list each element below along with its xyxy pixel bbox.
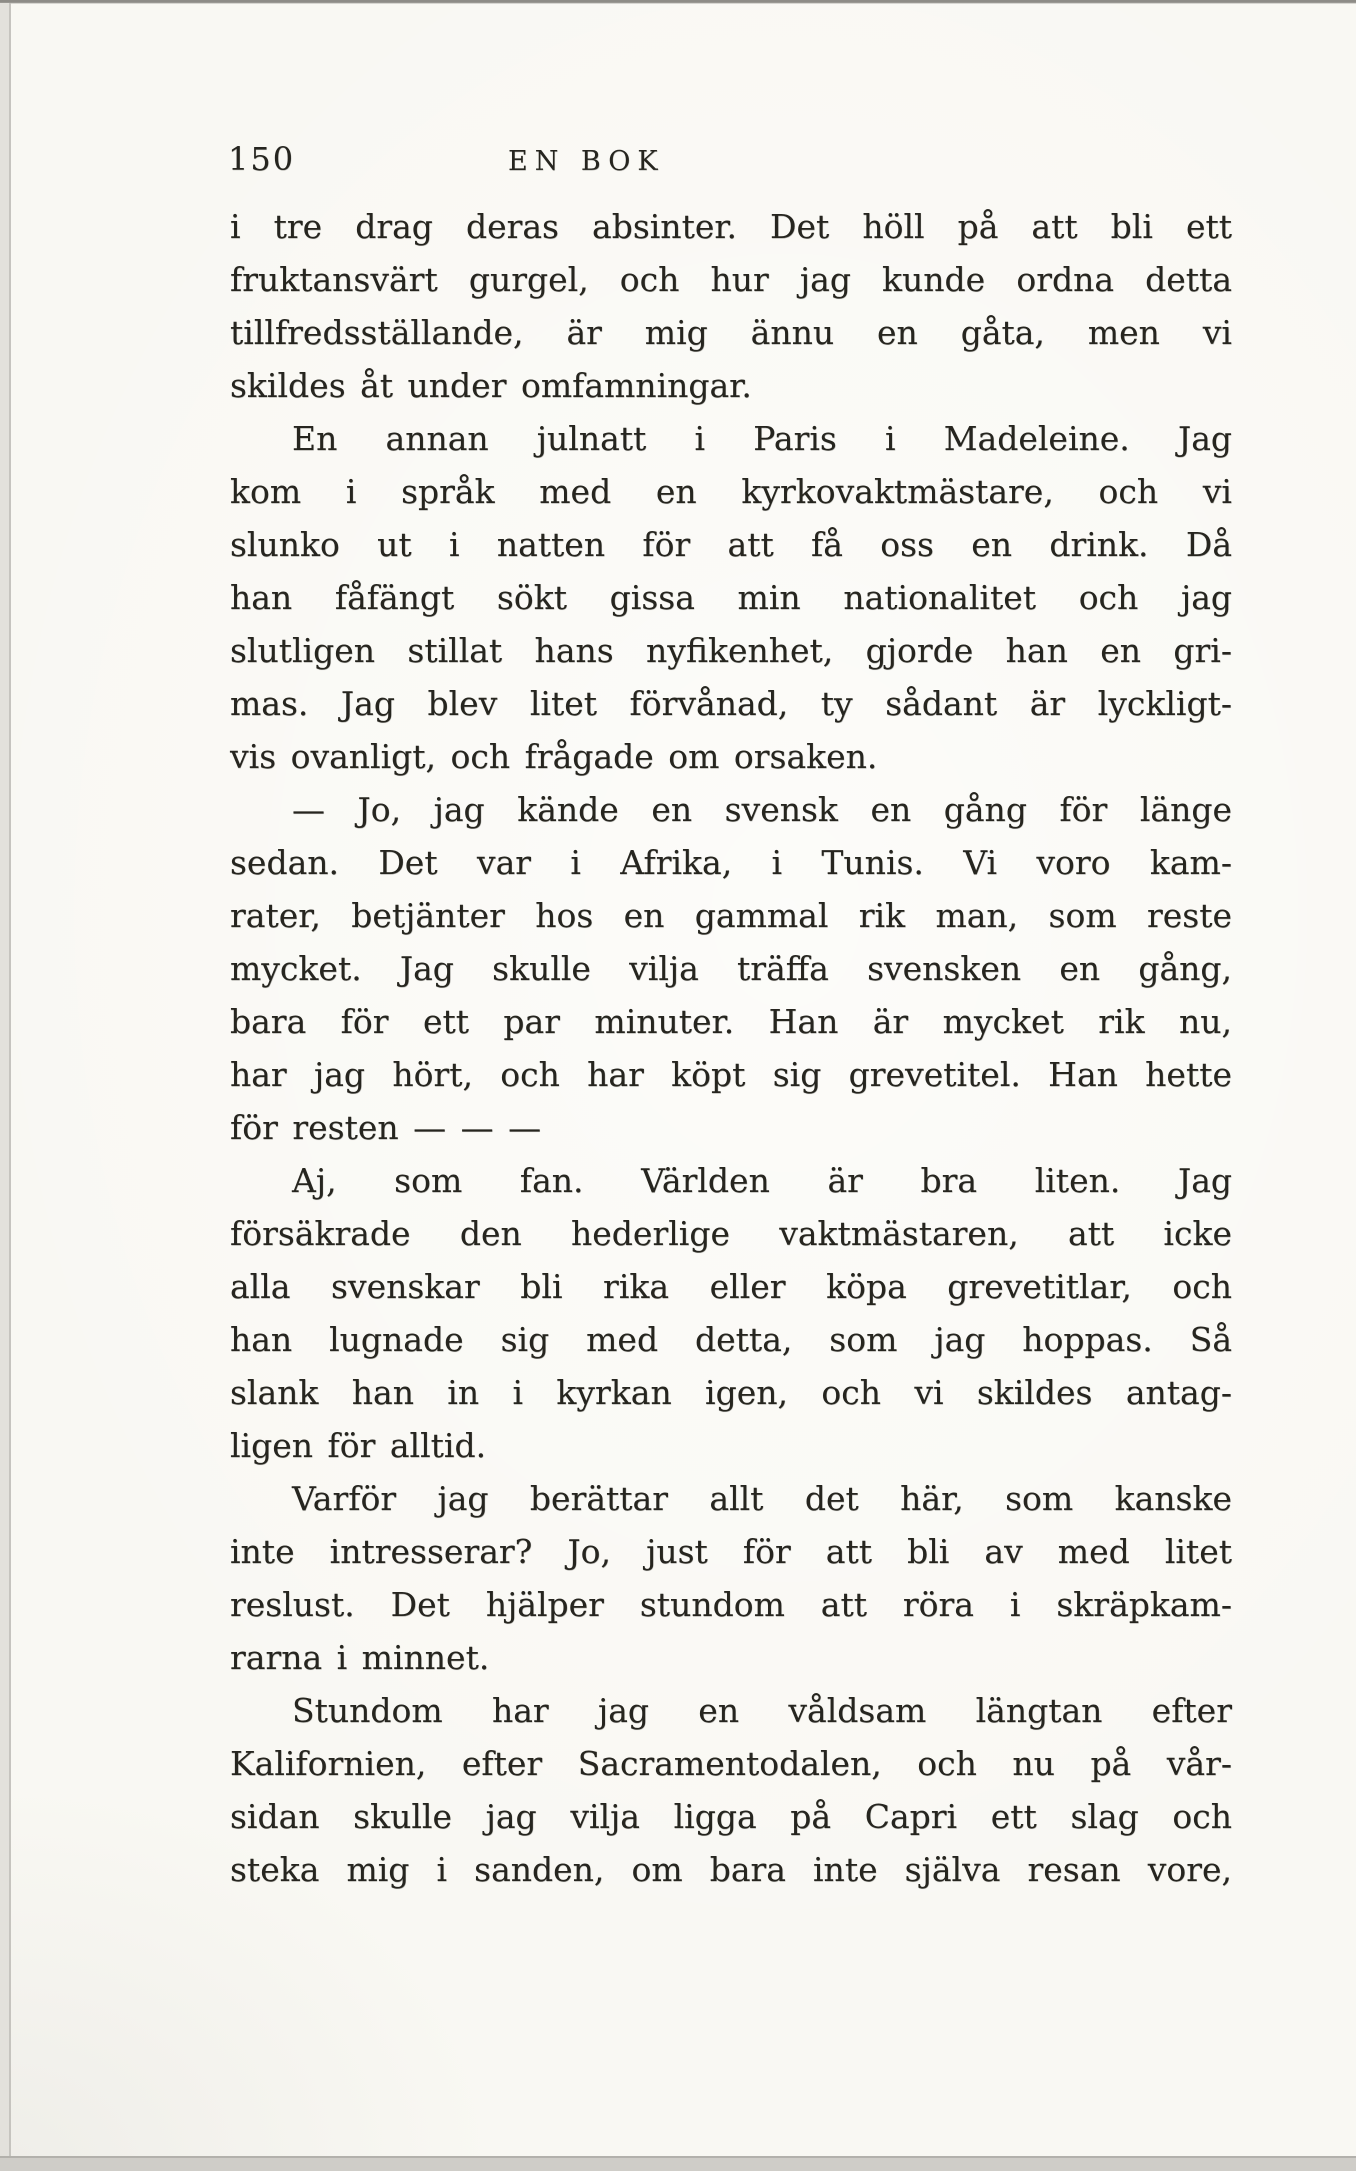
paragraph <box>230 1472 1232 1684</box>
text-line: Varför jag berättar allt det här, som kanske <box>292 1479 1232 1518</box>
text-line: slank han in i kyrkan igen, och vi skildes antag- <box>230 1373 1232 1412</box>
text-line: försäkrade den hederlige vaktmästaren, att icke <box>230 1214 1232 1253</box>
text-line: rarna i minnet. <box>230 1638 490 1677</box>
text-line: En annan julnatt i Paris i Madeleine. Jag <box>292 419 1232 458</box>
text-line: han fåfängt sökt gissa min nationalitet och jag <box>230 578 1232 617</box>
text-line: sidan skulle jag vilja ligga på Capri ett slag och <box>230 1797 1232 1836</box>
text-line: alla svenskar bli rika eller köpa grevetitlar, och <box>230 1267 1232 1306</box>
text-line: slunko ut i natten för att få oss en drink. Då <box>230 525 1232 564</box>
text-line: Kalifornien, efter Sacramentodalen, och nu på vår- <box>230 1744 1232 1783</box>
text-line: reslust. Det hjälper stundom att röra i skräpkam- <box>230 1585 1232 1624</box>
text-line: mycket. Jag skulle vilja träffa svensken en gång, <box>230 949 1232 988</box>
text-line: sedan. Det var i Afrika, i Tunis. Vi voro kam- <box>230 843 1232 882</box>
running-title: EN BOK <box>508 146 665 177</box>
text-line: Stundom har jag en våldsam längtan efter <box>292 1691 1232 1730</box>
text-line: steka mig i sanden, om bara inte själva resan vore, <box>230 1850 1232 1889</box>
text-line: mas. Jag blev litet förvånad, ty sådant är lyckligt- <box>230 684 1232 723</box>
page-bottom-edge <box>0 2156 1356 2171</box>
text-line: för resten — — — <box>230 1108 542 1147</box>
text-line: — Jo, jag kände en svensk en gång för länge <box>292 790 1232 829</box>
text-line: rater, betjänter hos en gammal rik man, som reste <box>230 896 1232 935</box>
text-line: fruktansvärt gurgel, och hur jag kunde ordna detta <box>230 260 1232 299</box>
text-line: vis ovanligt, och frågade om orsaken. <box>230 737 878 776</box>
paragraph <box>230 1154 1232 1472</box>
page-number: 150 <box>228 140 296 178</box>
page-left-edge <box>0 3 11 2171</box>
paragraph <box>230 200 1232 412</box>
text-line: har jag hört, och har köpt sig grevetitel. Han hette <box>230 1055 1232 1094</box>
text-line: slutligen stillat hans nyfikenhet, gjorde han en gri- <box>230 631 1232 670</box>
paragraph <box>230 1684 1232 1896</box>
text-line: skildes åt under omfamningar. <box>230 366 752 405</box>
text-line: inte intresserar? Jo, just för att bli av med litet <box>230 1532 1232 1571</box>
text-line: tillfredsställande, är mig ännu en gåta, men vi <box>230 313 1232 352</box>
text-line: bara för ett par minuter. Han är mycket rik nu, <box>230 1002 1232 1041</box>
paragraph <box>230 412 1232 783</box>
paragraph <box>230 783 1232 1154</box>
text-line: Aj, som fan. Världen är bra liten. Jag <box>292 1161 1232 1200</box>
text-line: han lugnade sig med detta, som jag hoppas. Så <box>230 1320 1232 1359</box>
page-header <box>0 0 1356 200</box>
text-line: ligen för alltid. <box>230 1426 487 1465</box>
text-line: kom i språk med en kyrkovaktmästare, och vi <box>230 472 1232 511</box>
page-text <box>230 200 1232 1896</box>
text-line: i tre drag deras absinter. Det höll på att bli ett <box>230 207 1232 246</box>
